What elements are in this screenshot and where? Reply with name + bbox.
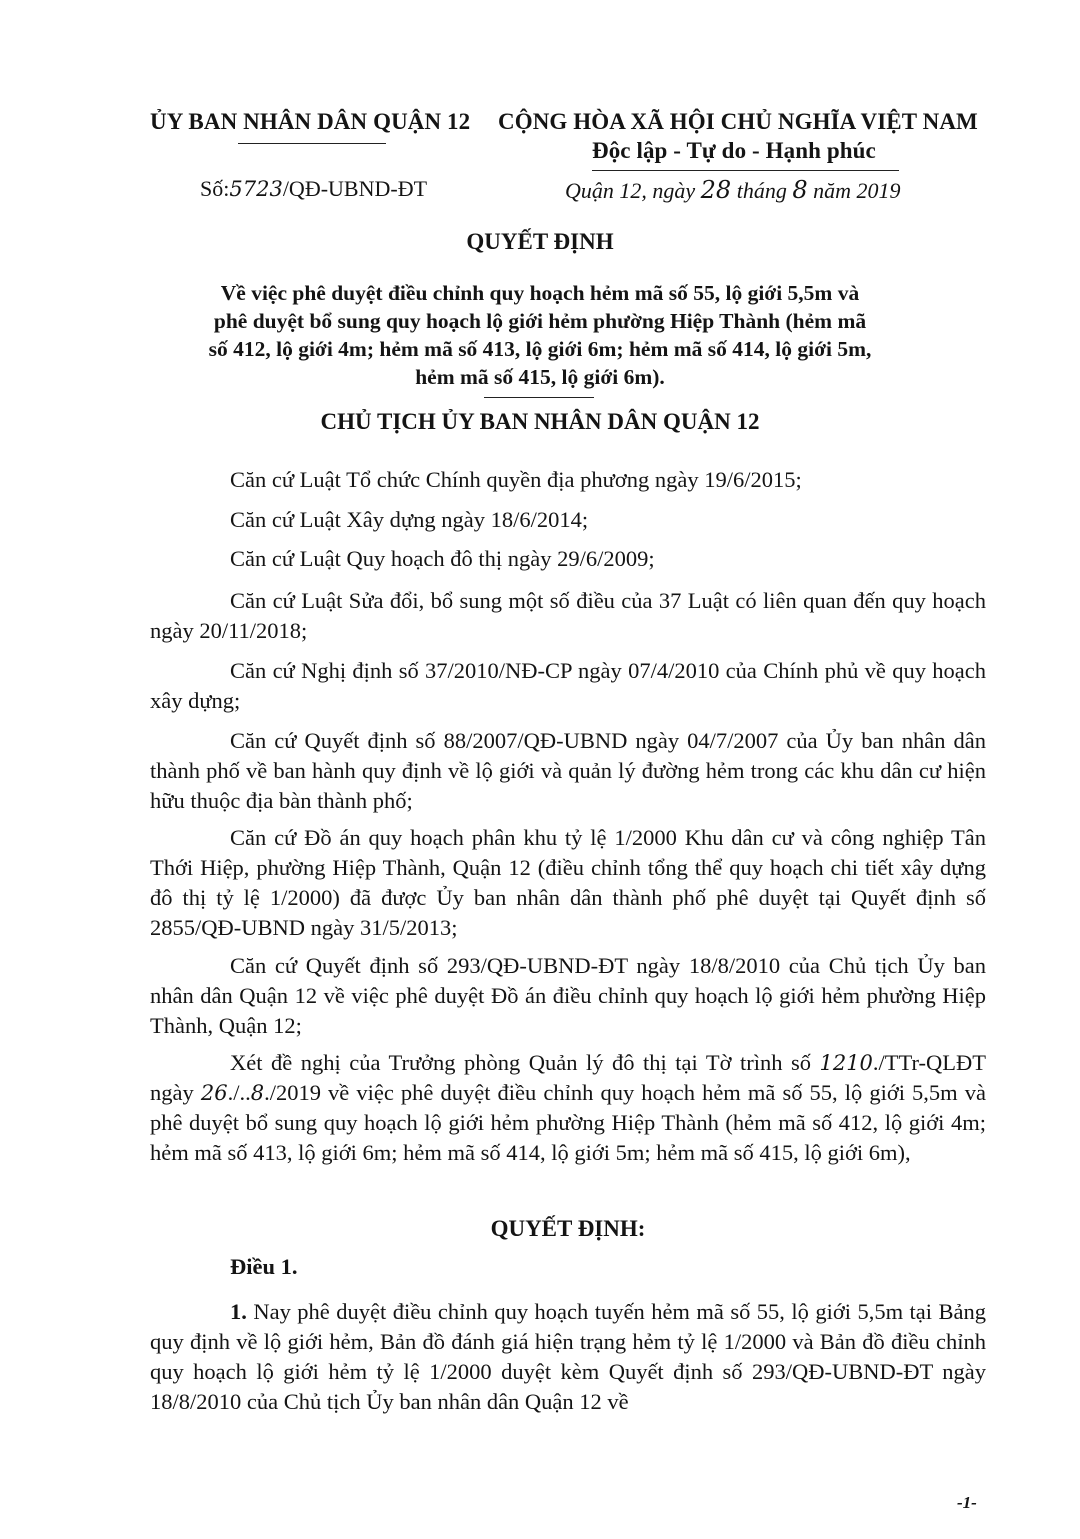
subject-line: phê duyệt bổ sung quy hoạch lộ giới hẻm phường Hiệp Thành (hẻm mã xyxy=(213,309,867,333)
date-month-label: tháng xyxy=(736,178,787,203)
proposal-text: ./.. xyxy=(227,1080,251,1105)
subject-underline xyxy=(484,397,594,398)
basis-paragraph: Căn cứ Quyết định số 293/QĐ-UBND-ĐT ngày 18/8/2010 của Chủ tịch Ủy ban nhân dân Quận 12 về việc phê duyệt Đồ án điều chỉnh quy hoạch lộ giới hẻm phường Hiệp Thành, Quận 12; xyxy=(150,953,986,1038)
org-underline xyxy=(238,143,386,144)
subject-line: số 412, lộ giới 4m; hẻm mã số 413, lộ giới 6m; hẻm mã số 414, lộ giới 5m, xyxy=(208,337,872,361)
national-motto: Độc lập - Tự do - Hạnh phúc xyxy=(592,138,876,163)
document-date xyxy=(565,176,901,204)
handwritten-report-month: 8 xyxy=(250,1081,265,1105)
decision-heading: QUYẾT ĐỊNH: xyxy=(490,1216,646,1241)
issuing-organization: ỦY BAN NHÂN DÂN QUẬN 12 xyxy=(150,109,471,134)
article-paragraph xyxy=(150,1297,986,1417)
basis-paragraph: Căn cứ Luật Sửa đổi, bổ sung một số điều của 37 Luật có liên quan đến quy hoạch ngày 20/11/2018; xyxy=(150,588,986,643)
basis-paragraph: Căn cứ Nghị định số 37/2010/NĐ-CP ngày 07/4/2010 của Chính phủ về quy hoạch xây dựng; xyxy=(150,658,986,713)
basis-paragraph: Căn cứ Đồ án quy hoạch phân khu tỷ lệ 1/2000 Khu dân cư và công nghiệp Tân Thới Hiệp, phường Hiệp Thành, Quận 12 (điều chỉnh tổng thể quy hoạch chi tiết xây dựng đô thị tỷ lệ 1/2000) đã được Ủy ban nhân dân thành phố phê duyệt tại Quyết định số 2855/QĐ-UBND ngày 31/5/2013; xyxy=(150,825,986,940)
authority-heading: CHỦ TỊCH ỦY BAN NHÂN DÂN QUẬN 12 xyxy=(320,409,760,434)
subject-line: hẻm mã số 415, lộ giới 6m). xyxy=(415,365,665,389)
doc-number-suffix: /QĐ-UBND-ĐT xyxy=(282,176,428,201)
handwritten-date-day: 28 xyxy=(700,176,732,204)
date-year: năm 2019 xyxy=(813,178,901,203)
proposal-text: Xét đề nghị của Trưởng phòng Quản lý đô thị tại Tờ trình số xyxy=(230,1050,811,1075)
handwritten-report-number: 1210 xyxy=(819,1051,873,1075)
basis-paragraph: Căn cứ Luật Quy hoạch đô thị ngày 29/6/2009; xyxy=(230,546,655,571)
national-title: CỘNG HÒA XÃ HỘI CHỦ NGHĨA VIỆT NAM xyxy=(498,109,978,134)
document-number xyxy=(200,176,427,202)
basis-paragraph: Căn cứ Quyết định số 88/2007/QĐ-UBND ngày 04/7/2007 của Ủy ban nhân dân thành phố về ban hành quy định về lộ giới và quản lý đường hẻm trong các khu dân cư hiện hữu thuộc địa bàn thành phố; xyxy=(150,728,986,813)
basis-paragraph: Căn cứ Luật Xây dựng ngày 18/6/2014; xyxy=(230,507,589,532)
basis-paragraph: Căn cứ Luật Tổ chức Chính quyền địa phương ngày 19/6/2015; xyxy=(230,467,802,492)
subject-line: Về việc phê duyệt điều chỉnh quy hoạch hẻm mã số 55, lộ giới 5,5m và xyxy=(220,281,860,305)
date-place: Quận 12, ngày xyxy=(565,178,696,203)
proposal-text: ./2019 về việc phê duyệt điều chỉnh quy hoạch hẻm mã số 55, lộ giới 5,5m và phê duyệt bổ sung quy hoạch lộ giới hẻm phường Hiệp Thành (hẻm mã số 412, lộ giới 4m; hẻm mã số 413, lộ giới 6m; hẻm mã số 414, lộ giới 5m; hẻm mã số 415, lộ giới 6m), xyxy=(150,1080,987,1165)
handwritten-date-month: 8 xyxy=(792,176,808,204)
article-heading: Điều 1. xyxy=(230,1254,298,1279)
doc-number-prefix: Số: xyxy=(200,176,230,201)
article-item-number: 1. xyxy=(230,1299,247,1324)
handwritten-report-day: 26 xyxy=(200,1081,228,1105)
page-number: -1- xyxy=(957,1493,977,1512)
handwritten-doc-number: 5723 xyxy=(229,177,283,201)
document-title: QUYẾT ĐỊNH xyxy=(466,229,614,254)
proposal-paragraph xyxy=(150,1048,986,1168)
motto-underline xyxy=(592,170,899,171)
proposal-text: ./TTr-QLĐT ngày xyxy=(150,1050,987,1105)
article-item-text: Nay phê duyệt điều chỉnh quy hoạch tuyến hẻm mã số 55, lộ giới 5,5m tại Bảng quy định về lộ giới hẻm, Bản đồ đánh giá hiện trạng hẻm tỷ lệ 1/2000 và Bản đồ điều chỉnh quy hoạch lộ giới hẻm tỷ lệ 1/2000 duyệt kèm Quyết định số 293/QĐ-UBND-ĐT ngày 18/8/2010 của Chủ tịch Ủy ban nhân dân Quận 12 về xyxy=(150,1299,987,1414)
